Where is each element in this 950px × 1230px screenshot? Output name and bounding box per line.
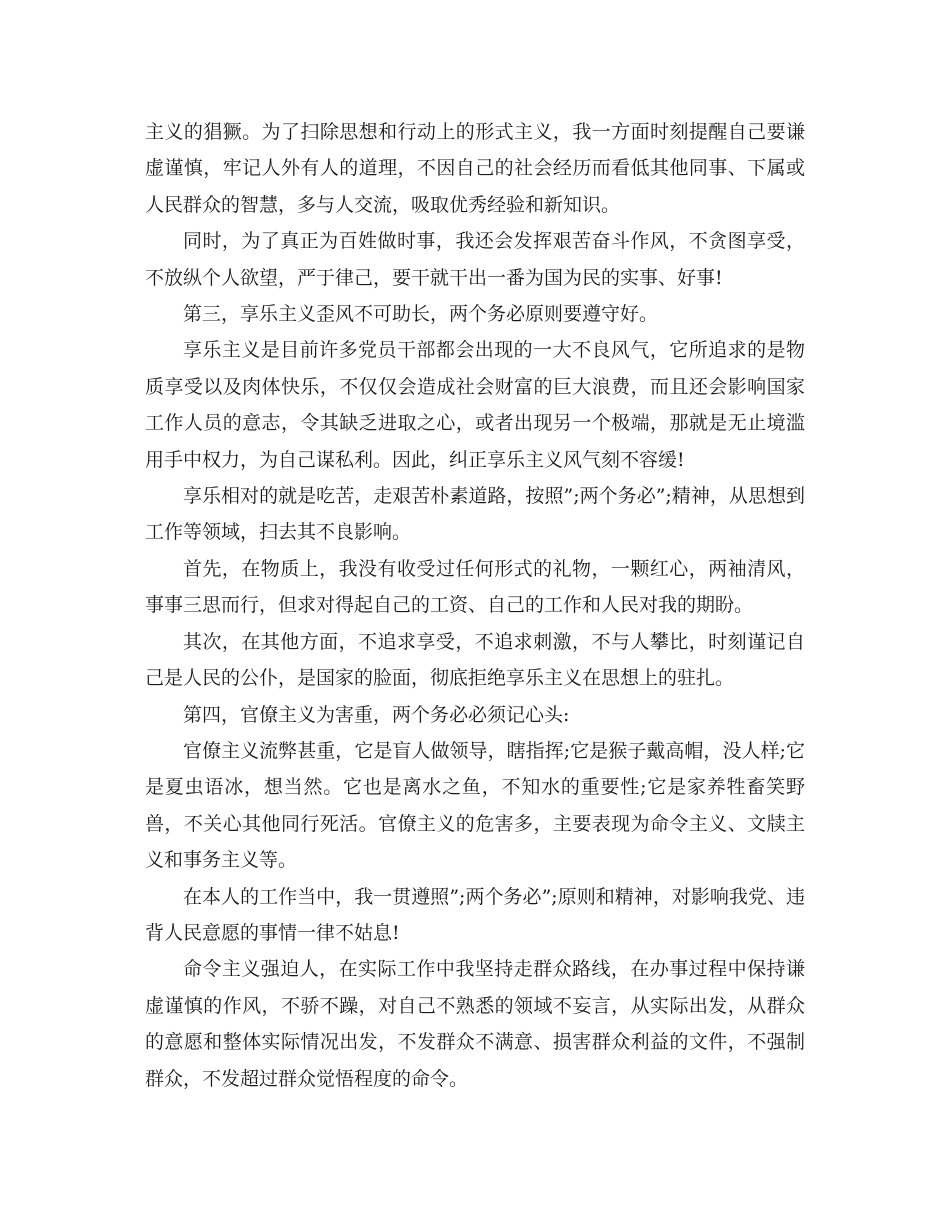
paragraph-11: 命令主义强迫人，在实际工作中我坚持走群众路线，在办事过程中保持谦虚谨慎的作风，不骄不躁，对自己不熟悉的领域不妄言，从实际出发，从群众的意愿和整体实际情况出发，不发群众不满意、损害群众利益的文件，不强制群众，不发超过群众觉悟程度的命令。 xyxy=(145,958,805,1090)
paragraph-10: 在本人的工作当中，我一贯遵照”;两个务必”;原则和精神，对影响我党、违背人民意愿的事情一律不姑息! xyxy=(145,885,805,944)
paragraph-3-heading: 第三，享乐主义歪风不可助长，两个务必原则要遵守好。 xyxy=(183,303,659,326)
paragraph-7: 其次，在其他方面，不追求享受，不追求刺激，不与人攀比，时刻谨记自己是人民的公仆，是国家的脸面，彻底拒绝享乐主义在思想上的驻扎。 xyxy=(145,630,805,690)
paragraph-5: 享乐相对的就是吃苦，走艰苦朴素道路，按照”;两个务必”;精神，从思想到工作等领域，扫去其不良影响。 xyxy=(145,485,805,544)
paragraph-8-heading: 第四，官僚主义为害重，两个务必必须记心头: xyxy=(183,703,570,726)
paragraph-1: 主义的猖獗。为了扫除思想和行动上的形式主义，我一方面时刻提醒自己要谦虚谨慎，牢记人外有人的道理，不因自己的社会经历而看低其他同事、下属或人民群众的智慧，多与人交流，吸取优秀经验和新知识。 xyxy=(145,121,805,216)
paragraph-4: 享乐主义是目前许多党员干部都会出现的一大不良风气，它所追求的是物质享受以及肉体快乐，不仅仅会造成社会财富的巨大浪费，而且还会影响国家工作人员的意志，令其缺乏进取之心，或者出现另一个极端，那就是无止境滥用手中权力，为自己谋私利。因此，纠正享乐主义风气刻不容缓! xyxy=(145,339,805,471)
document-body xyxy=(145,114,805,1097)
paragraph-2: 同时，为了真正为百姓做时事，我还会发挥艰苦奋斗作风，不贪图享受，不放纵个人欲望，严于律己，要干就干出一番为国为民的实事、好事! xyxy=(145,230,805,289)
paragraph-9: 官僚主义流弊甚重，它是盲人做领导，瞎指挥;它是猴子戴高帽，没人样;它是夏虫语冰，想当然。它也是离水之鱼，不知水的重要性;它是家养牲畜笑野兽，不关心其他同行死活。官僚主义的危害多，主要表现为命令主义、文牍主义和事务主义等。 xyxy=(145,739,805,872)
paragraph-6: 首先，在物质上，我没有收受过任何形式的礼物，一颗红心，两袖清风，事事三思而行，但求对得起自己的工资、自己的工作和人民对我的期盼。 xyxy=(145,557,805,617)
